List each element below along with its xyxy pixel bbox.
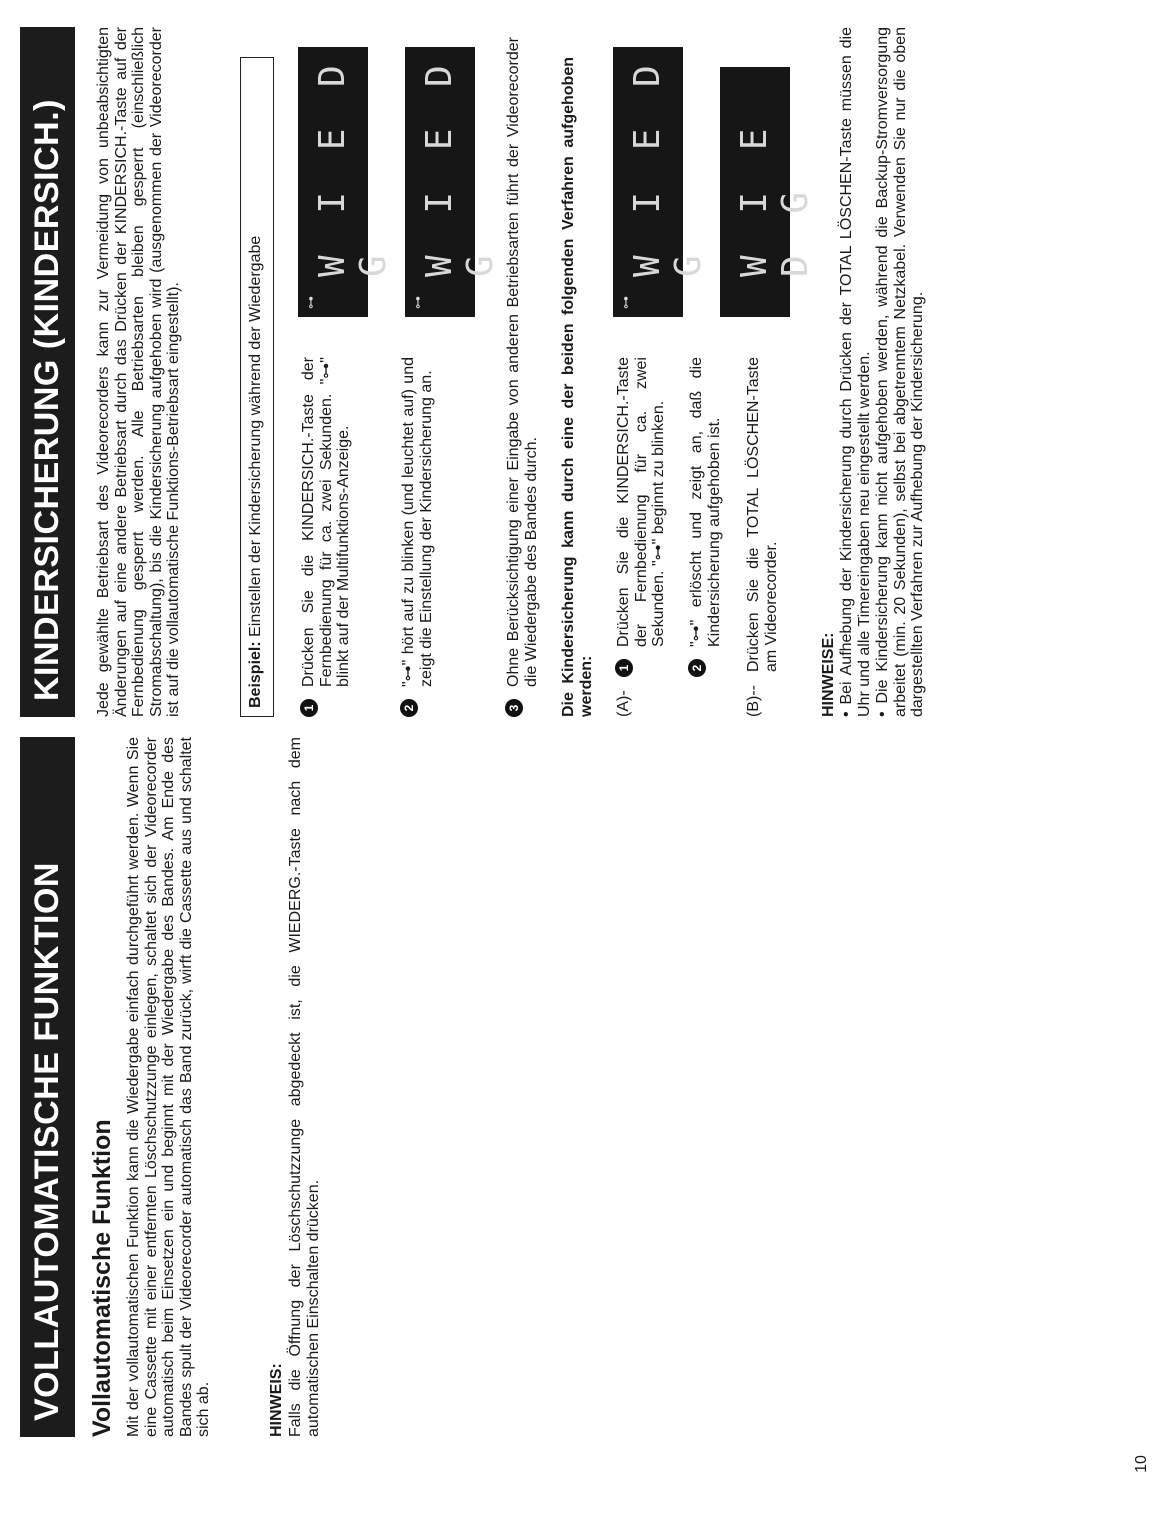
- step1-number: 1: [300, 693, 318, 717]
- left-note-heading: HINWEIS:: [268, 1363, 285, 1437]
- lcd-text: W I E D G: [734, 118, 816, 277]
- b-label: (B)--: [745, 685, 762, 717]
- lcd-text: W I E D G: [419, 55, 501, 277]
- cancel-heading: Die Kindersicherung kann durch eine der beiden folgenden Verfahren aufgehoben werden:: [560, 57, 595, 717]
- a2-number: 2: [688, 653, 706, 677]
- a2-text: "⊶" erlöscht und zeigt an, daß die Kindersicherung aufgehoben ist.: [688, 357, 723, 647]
- lcd-text: W I E D G: [627, 55, 709, 277]
- notes-heading: HINWEISE:: [820, 632, 837, 717]
- example-text: Einstellen der Kindersicherung während der Wiedergabe: [247, 235, 264, 637]
- step2-number: 2: [400, 693, 418, 717]
- step3-number: 3: [505, 693, 523, 717]
- lcd-text: W I E D G: [312, 55, 394, 277]
- lcd-display-3: [613, 47, 709, 317]
- lcd-display-4: [720, 67, 816, 317]
- a-label: (A)-: [615, 690, 632, 717]
- right-column: [0, 27, 1174, 717]
- b-text: Drücken Sie die TOTAL LÖSCHEN-Taste am Videorecorder.: [745, 357, 780, 672]
- step1-text: Drücken Sie die KINDERSICH.-Taste der Fernbedienung für ca. zwei Sekunden. "⊶" blinkt auf der Multifunktions-Anzeige.: [300, 357, 352, 687]
- example-box: [240, 57, 274, 717]
- key-icon: ⊶: [411, 296, 426, 309]
- lcd-display-2: [405, 47, 501, 317]
- a1-number: 1: [615, 653, 633, 677]
- note-2: • Die Kindersicherung kann nicht aufgehoben werden, während die Backup-Stromversorgung arbeitet (min. 20 Sekunden), selbst bei abgetrenntem Netzkabel. Verwenden Sie nur die oben dargestellten Verfahren zur Aufhebung der Kindersicherung.: [874, 27, 926, 717]
- key-icon: ⊶: [619, 296, 634, 309]
- example-label: Beispiel:: [247, 641, 264, 708]
- step2-text: "⊶" hört auf zu blinken (und leuchtet auf) und zeigt die Einstellung der Kindersicherung an.: [400, 357, 435, 687]
- right-banner: KINDERSICHERUNG (KINDERSICH.): [20, 27, 75, 717]
- a1-text: Drücken Sie die KINDERSICH.-Taste der Fernbedienung für ca. zwei Sekunden. "⊶" beginnt zu blinken.: [615, 357, 667, 647]
- left-heading: Vollautomatische Funktion: [88, 1119, 116, 1437]
- step3-text: Ohne Berücksichtigung einer Eingabe von anderen Betriebsarten führt der Videorecorder die Wiedergabe des Bandes durch.: [505, 37, 540, 687]
- left-note-body: Falls die Öffnung der Löschschutzzunge abgedeckt ist, die WIEDERG.-Taste nach dem automatischen Einschalten drücken.: [287, 737, 322, 1437]
- left-body: Mit der vollautomatischen Funktion kann die Wiedergabe einfach durchgeführt werden. Wenn Sie eine Cassette mit einer entfernten Löschschutzzunge einlegen, schaltet sich der Videorecorder automatisch beim Einsetzen ein und beginnt mit der Wiedergabe des Bandes. Am Ende des Bandes spult der Videorecorder automatisch das Band zurück, wirft die Cassette aus und schaltet sich ab.: [125, 737, 212, 1437]
- right-intro: Jede gewählte Betriebsart des Videorecorders kann zur Vermeidung von unbeabsichtigten Änderungen auf eine andere Betriebsart durch das Drücken der KINDERSICH.-Taste auf der Fernbedienung gesperrt werden. Alle Betriebsarten bleiben gesperrt (einschließlich Stromabschaltung), bis die Kindersicherung aufgehoben wird (ausgenommen der Videorecorder ist auf die vollautomatische Funktions-Betriebsart eingestellt).: [95, 27, 182, 717]
- left-column: [0, 737, 1174, 1437]
- key-icon: ⊶: [304, 296, 319, 309]
- note-1: • Bei Aufhebung der Kindersicherung durch Drücken der TOTAL LÖSCHEN-Taste müssen die Uhr und alle Timereingaben neu eingestellt werden.: [838, 27, 873, 717]
- page-number: 10: [1132, 1455, 1150, 1473]
- lcd-display-1: [298, 47, 394, 317]
- left-banner: VOLLAUTOMATISCHE FUNKTION: [20, 737, 75, 1437]
